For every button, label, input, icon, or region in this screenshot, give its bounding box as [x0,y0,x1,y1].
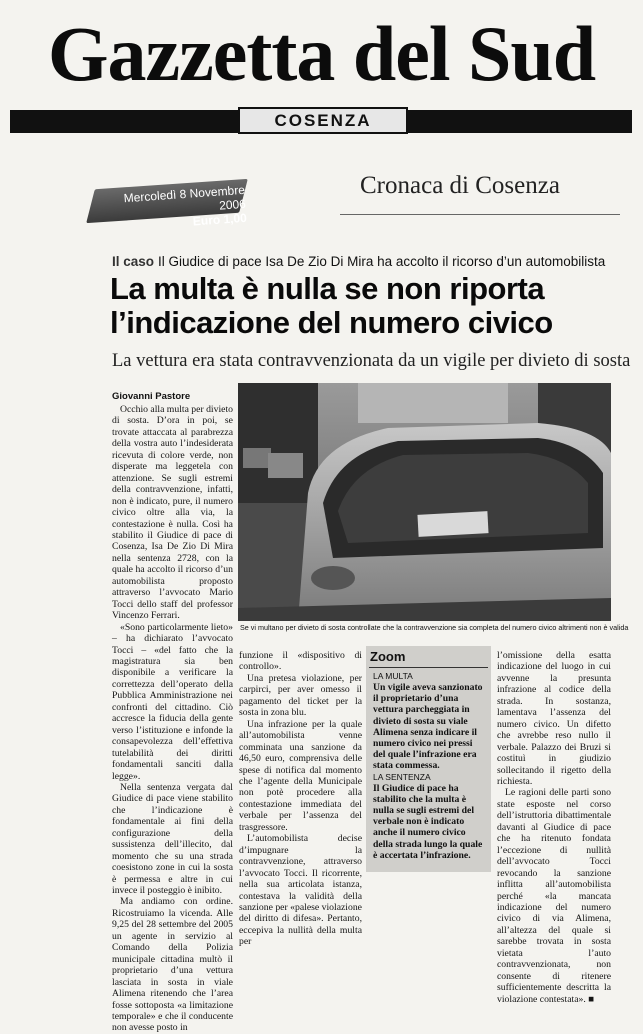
paragraph: Ma andiamo con ordine. Ricostruiamo la vicenda. Alle 9,25 del 28 settembre del 2005 un agente in servizio al Comando della Polizia municipale cittadina multò il proprietario d’una vettura lasciata in sosta in viale Alimena ritenendo che l’area fosse sottoposta «a limitazione temporale» e che il conducente non avesse posto in [112,896,233,1034]
date-price-text [95,183,248,235]
article-subtitle: La vettura era stata contravvenzionata da un vigile per divieto di sosta [112,351,631,371]
paragraph: Nella sentenza vergata dal Giudice di pace viene stabilito che l’indicazione è fondamentale ai fini della configurazione della sussistenza dell’illecito, dal momento che su una strada coesistono zone in cui la sosta è permessa e altre in cui invece il posteggio è inibito. [112,781,233,897]
paragraph: Una pretesa violazione, per carpirci, per aver omesso il pagamento del ticket per la sosta in zona blu. [239,672,362,719]
kicker-text: Il Giudice di pace Isa De Zio Di Mira ha accolto il ricorso d’un automobilista [158,254,606,269]
zoom-text: Il Giudice di pace ha stabilito che la multa è nulla se sugli estremi del verbale non è indicato anche il numero civico della strada lungo la quale è accertata l’infrazione. [373,782,483,861]
article-photo-car [238,383,611,621]
paragraph: Le ragioni delle parti sono state esposte nel corso dell’istruttoria dibattimentale davanti al Giudice di pace che ha ritenuto fondata l’eccezione di nullità dell’avvocato Tocci revocando la sanzione inflitta all’automobilista perché «la mancata indicazione del numero civico di via Alimena, all’altezza del quale si sarebbe trovata in sosta vietata l’auto contravvenzionata, non consente di ritenere sufficientemente descritta la violazione contestata». ■ [497,787,611,1005]
paragraph: Occhio alla multa per divieto di sosta. D’ora in poi, se trovate attaccata al parabrezza della vostra auto l’indesiderata ricevuta di colore verde, non disperate ma leggetela con attenzione. Se sugli estremi della contravvenzione, infatti, non è indicato, pure, il numero civico oltre alla via, la contestazione è nulla. Così ha stabilito il Giudice di pace di Cosenza, Isa De Zio Di Mira nella sentenza 2728, con la quale ha accolto il ricorso d’un automobilista proposto attraverso l’avvocato Mario Tocci dello staff del professor Vincenzo Ferrari. [112,404,233,622]
section-label: COSENZA [238,107,408,134]
zoom-content [373,671,486,861]
newspaper-masthead: Gazzetta del Sud [47,10,596,97]
zoom-title: Zoom [370,649,406,664]
paragraph: «Sono particolarmente lieto» – ha dichiarato l’avvocato Tocci – «del fatto che la magistratura sia ben disponibile a verificare la correttezza dell’operato della Pubblica Amministrazione nei confronti del cittadino. Ciò accresce la fiducia della gente verso l’istituzione e infonde la consapevolezza dell’effettiva tutelabilità dei diritti fondamentali sanciti dalla legge». [112,621,233,782]
section-rule [340,214,620,215]
zoom-heading: LA SENTENZA [373,771,431,782]
page-section-title: Cronaca di Cosenza [360,172,560,199]
article-column-2 [239,650,362,948]
article-headline: La multa è nulla se non riporta l’indicazione del numero civico [110,271,553,340]
issue-price: Euro 1,00 [192,210,248,229]
kicker-label: Il caso [112,254,155,269]
paragraph: L’automobilista decise d’impugnare la contravvenzione, attraverso l’avvocato Tocci. Il ricorrente, nella sua articolata istanza, contestava la validità della sanzione per «palese violazione del diritto di difesa». Pertanto, eccepiva la nullità della multa per [239,833,362,948]
article-kicker [112,254,605,269]
paragraph: funzione il «dispositivo di controllo». [239,650,362,673]
zoom-rule [369,667,488,668]
photo-caption: Se vi multano per divieto di sosta controllate che la contravvenzione sia completa del numero civico altrimenti non è valida [240,623,629,632]
article-column-1 [112,404,233,1034]
issue-date: Mercoledì 8 Novembre 2006 [123,182,247,213]
car-photo-illustration [238,383,611,621]
zoom-text: Un vigile aveva sanzionato il proprietario d’una vettura parcheggiata in divieto di sosta su viale Alimena senza indicare il numero civico nei pressi del quale l’infrazione era stata commessa. [373,682,483,772]
paragraph: Una infrazione per la quale all’automobilista venne comminata una sanzione da 46,50 euro, comprensiva delle spese di notifica dal momento che l’agente della Municipale non potè procedere alla contestazione immediata del verbale per l’assenza del trasgressore. [239,718,362,833]
article-byline: Giovanni Pastore [112,391,191,402]
paragraph: l’omissione della esatta indicazione del luogo in cui avvenne la presunta infrazione al codice della strada. In sostanza, lamentava l’assenza del numero civico. Un difetto che avrebbe reso nullo il verbale. Palazzo dei Bruzi si costituì in giudizio sollecitando il rigetto della richiesta. [497,650,611,787]
article-column-4 [497,650,611,1005]
zoom-heading: LA MULTA [373,671,413,681]
